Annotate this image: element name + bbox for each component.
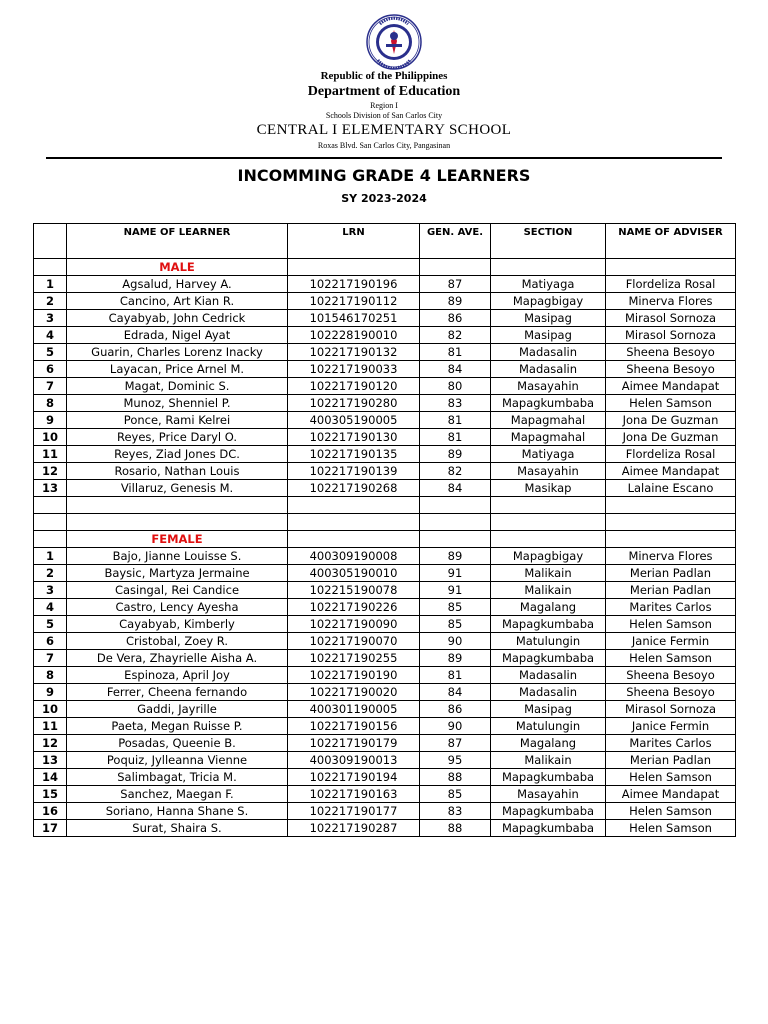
learner-row bbox=[34, 616, 736, 633]
section-name: Masayahin bbox=[491, 378, 606, 395]
learner-name: Ponce, Rami Kelrei bbox=[67, 412, 288, 429]
section-name: Madasalin bbox=[491, 361, 606, 378]
general-average: 88 bbox=[420, 820, 491, 837]
row-number: 15 bbox=[34, 786, 67, 803]
section-name: Magalang bbox=[491, 599, 606, 616]
adviser-name: Aimee Mandapat bbox=[606, 463, 736, 480]
empty-cell bbox=[606, 514, 736, 531]
learner-row bbox=[34, 718, 736, 735]
section-name: Masayahin bbox=[491, 463, 606, 480]
general-average: 91 bbox=[420, 565, 491, 582]
empty-cell bbox=[420, 259, 491, 276]
row-number: 6 bbox=[34, 361, 67, 378]
adviser-name: Minerva Flores bbox=[606, 548, 736, 565]
column-header-gen-ave: GEN. AVE. bbox=[420, 224, 491, 259]
section-name: Masipag bbox=[491, 327, 606, 344]
learner-lrn: 102217190226 bbox=[288, 599, 420, 616]
adviser-name: Marites Carlos bbox=[606, 599, 736, 616]
learner-name: Gaddi, Jayrille bbox=[67, 701, 288, 718]
learner-name: Paeta, Megan Ruisse P. bbox=[67, 718, 288, 735]
adviser-name: Mirasol Sornoza bbox=[606, 310, 736, 327]
learner-lrn: 102217190268 bbox=[288, 480, 420, 497]
learner-row bbox=[34, 327, 736, 344]
empty-cell bbox=[491, 497, 606, 514]
section-name: Masayahin bbox=[491, 786, 606, 803]
table-body bbox=[34, 259, 736, 837]
general-average: 85 bbox=[420, 616, 491, 633]
adviser-name: Merian Padlan bbox=[606, 565, 736, 582]
empty-cell bbox=[288, 531, 420, 548]
learner-lrn: 400309190008 bbox=[288, 548, 420, 565]
general-average: 81 bbox=[420, 667, 491, 684]
section-name: Mapagbigay bbox=[491, 548, 606, 565]
general-average: 81 bbox=[420, 344, 491, 361]
section-name: Matiyaga bbox=[491, 446, 606, 463]
row-number: 12 bbox=[34, 735, 67, 752]
region-line: Region I bbox=[370, 101, 398, 110]
document-title: INCOMMING GRADE 4 LEARNERS bbox=[237, 166, 531, 185]
section-name: Mapagmahal bbox=[491, 429, 606, 446]
section-name: Mapagbigay bbox=[491, 293, 606, 310]
learner-name: Agsalud, Harvey A. bbox=[67, 276, 288, 293]
learner-row bbox=[34, 293, 736, 310]
learner-name: De Vera, Zhayrielle Aisha A. bbox=[67, 650, 288, 667]
general-average: 89 bbox=[420, 293, 491, 310]
adviser-name: Helen Samson bbox=[606, 820, 736, 837]
female-group bbox=[34, 531, 736, 548]
adviser-name: Marites Carlos bbox=[606, 735, 736, 752]
adviser-name: Janice Fermin bbox=[606, 633, 736, 650]
learner-row bbox=[34, 803, 736, 820]
adviser-name: Helen Samson bbox=[606, 395, 736, 412]
learner-row bbox=[34, 786, 736, 803]
learner-name: Surat, Shaira S. bbox=[67, 820, 288, 837]
general-average: 84 bbox=[420, 361, 491, 378]
learner-row bbox=[34, 480, 736, 497]
row-number: 1 bbox=[34, 548, 67, 565]
learner-name: Cayabyab, Kimberly bbox=[67, 616, 288, 633]
section-name: Malikain bbox=[491, 582, 606, 599]
learner-row bbox=[34, 701, 736, 718]
adviser-name: Sheena Besoyo bbox=[606, 684, 736, 701]
learner-lrn: 102217190120 bbox=[288, 378, 420, 395]
empty-cell bbox=[34, 514, 67, 531]
learner-name: Edrada, Nigel Ayat bbox=[67, 327, 288, 344]
general-average: 86 bbox=[420, 701, 491, 718]
empty-cell bbox=[67, 497, 288, 514]
learner-name: Layacan, Price Arnel M. bbox=[67, 361, 288, 378]
adviser-name: Lalaine Escano bbox=[606, 480, 736, 497]
empty-cell bbox=[420, 514, 491, 531]
column-header-lrn: LRN bbox=[288, 224, 420, 259]
school-name: CENTRAL I ELEMENTARY SCHOOL bbox=[256, 122, 512, 138]
learner-lrn: 101546170251 bbox=[288, 310, 420, 327]
spacer-row bbox=[34, 514, 736, 531]
learner-row bbox=[34, 650, 736, 667]
learner-lrn: 102217190177 bbox=[288, 803, 420, 820]
general-average: 82 bbox=[420, 463, 491, 480]
spacer-row bbox=[34, 497, 736, 514]
section-name: Mapagkumbaba bbox=[491, 650, 606, 667]
adviser-name: Jona De Guzman bbox=[606, 429, 736, 446]
learner-name: Castro, Lency Ayesha bbox=[67, 599, 288, 616]
learner-name: Bajo, Jianne Louisse S. bbox=[67, 548, 288, 565]
adviser-name: Helen Samson bbox=[606, 769, 736, 786]
learner-row bbox=[34, 361, 736, 378]
general-average: 89 bbox=[420, 446, 491, 463]
empty-cell bbox=[606, 531, 736, 548]
learner-lrn: 102217190132 bbox=[288, 344, 420, 361]
learner-lrn: 102217190135 bbox=[288, 446, 420, 463]
learner-lrn: 102228190010 bbox=[288, 327, 420, 344]
row-number: 8 bbox=[34, 395, 67, 412]
row-number: 9 bbox=[34, 412, 67, 429]
empty-cell bbox=[491, 514, 606, 531]
deped-seal-logo bbox=[366, 14, 422, 70]
adviser-name: Jona De Guzman bbox=[606, 412, 736, 429]
empty-cell bbox=[606, 497, 736, 514]
learner-row bbox=[34, 310, 736, 327]
general-average: 85 bbox=[420, 786, 491, 803]
empty-cell bbox=[34, 497, 67, 514]
learner-lrn: 102217190112 bbox=[288, 293, 420, 310]
learner-name: Posadas, Queenie B. bbox=[67, 735, 288, 752]
male-group bbox=[34, 259, 736, 276]
column-header-section: SECTION bbox=[491, 224, 606, 259]
section-name: Masipag bbox=[491, 310, 606, 327]
learner-lrn: 102217190179 bbox=[288, 735, 420, 752]
adviser-name: Merian Padlan bbox=[606, 752, 736, 769]
section-name: Mapagkumbaba bbox=[491, 769, 606, 786]
department-line: Department of Education bbox=[307, 84, 461, 99]
row-number: 13 bbox=[34, 480, 67, 497]
row-number: 5 bbox=[34, 616, 67, 633]
learner-name: Poquiz, Jylleanna Vienne bbox=[67, 752, 288, 769]
section-name: Masikap bbox=[491, 480, 606, 497]
row-number: 7 bbox=[34, 650, 67, 667]
learner-name: Munoz, Shenniel P. bbox=[67, 395, 288, 412]
learner-lrn: 102215190078 bbox=[288, 582, 420, 599]
section-name: Mapagmahal bbox=[491, 412, 606, 429]
general-average: 91 bbox=[420, 582, 491, 599]
row-number: 4 bbox=[34, 327, 67, 344]
learner-name: Cancino, Art Kian R. bbox=[67, 293, 288, 310]
empty-cell bbox=[288, 497, 420, 514]
empty-cell bbox=[288, 514, 420, 531]
section-name: Mapagkumbaba bbox=[491, 820, 606, 837]
section-name: Madasalin bbox=[491, 667, 606, 684]
learner-row bbox=[34, 582, 736, 599]
adviser-name: Sheena Besoyo bbox=[606, 667, 736, 684]
learner-lrn: 102217190020 bbox=[288, 684, 420, 701]
learner-lrn: 102217190130 bbox=[288, 429, 420, 446]
section-name: Mapagkumbaba bbox=[491, 395, 606, 412]
female-group-label: FEMALE bbox=[67, 531, 288, 548]
column-header-number bbox=[34, 224, 67, 259]
learner-name: Soriano, Hanna Shane S. bbox=[67, 803, 288, 820]
adviser-name: Flordeliza Rosal bbox=[606, 276, 736, 293]
learner-row bbox=[34, 565, 736, 582]
adviser-name: Helen Samson bbox=[606, 650, 736, 667]
learner-name: Reyes, Ziad Jones DC. bbox=[67, 446, 288, 463]
general-average: 83 bbox=[420, 803, 491, 820]
learner-lrn: 102217190287 bbox=[288, 820, 420, 837]
empty-cell bbox=[606, 259, 736, 276]
learner-row bbox=[34, 429, 736, 446]
adviser-name: Mirasol Sornoza bbox=[606, 701, 736, 718]
table-header-row bbox=[34, 224, 736, 259]
learner-name: Cristobal, Zoey R. bbox=[67, 633, 288, 650]
learner-lrn: 102217190196 bbox=[288, 276, 420, 293]
republic-line: Republic of the Philippines bbox=[320, 70, 448, 82]
general-average: 86 bbox=[420, 310, 491, 327]
learner-row bbox=[34, 599, 736, 616]
learner-lrn: 102217190090 bbox=[288, 616, 420, 633]
section-name: Matulungin bbox=[491, 718, 606, 735]
adviser-name: Flordeliza Rosal bbox=[606, 446, 736, 463]
adviser-name: Aimee Mandapat bbox=[606, 786, 736, 803]
learner-lrn: 102217190194 bbox=[288, 769, 420, 786]
empty-cell bbox=[491, 259, 606, 276]
general-average: 88 bbox=[420, 769, 491, 786]
school-year: SY 2023-2024 bbox=[341, 192, 427, 205]
adviser-name: Helen Samson bbox=[606, 616, 736, 633]
row-number: 2 bbox=[34, 293, 67, 310]
learner-row bbox=[34, 769, 736, 786]
learner-row bbox=[34, 633, 736, 650]
learner-name: Magat, Dominic S. bbox=[67, 378, 288, 395]
general-average: 90 bbox=[420, 633, 491, 650]
learner-name: Guarin, Charles Lorenz Inacky bbox=[67, 344, 288, 361]
section-name: Matulungin bbox=[491, 633, 606, 650]
row-number: 14 bbox=[34, 769, 67, 786]
learner-row bbox=[34, 276, 736, 293]
learner-row bbox=[34, 667, 736, 684]
row-number: 8 bbox=[34, 667, 67, 684]
general-average: 87 bbox=[420, 276, 491, 293]
learner-name: Ferrer, Cheena fernando bbox=[67, 684, 288, 701]
row-number: 16 bbox=[34, 803, 67, 820]
general-average: 84 bbox=[420, 684, 491, 701]
section-name: Mapagkumbaba bbox=[491, 616, 606, 633]
row-number: 3 bbox=[34, 582, 67, 599]
column-header-adviser: NAME OF ADVISER bbox=[606, 224, 736, 259]
learner-lrn: 400305190010 bbox=[288, 565, 420, 582]
learner-name: Espinoza, April Joy bbox=[67, 667, 288, 684]
row-number: 6 bbox=[34, 633, 67, 650]
section-name: Malikain bbox=[491, 565, 606, 582]
empty-cell bbox=[491, 531, 606, 548]
section-name: Madasalin bbox=[491, 344, 606, 361]
adviser-name: Merian Padlan bbox=[606, 582, 736, 599]
row-number: 9 bbox=[34, 684, 67, 701]
learner-lrn: 102217190280 bbox=[288, 395, 420, 412]
division-line: Schools Division of San Carlos City bbox=[325, 111, 443, 120]
general-average: 89 bbox=[420, 548, 491, 565]
row-number: 2 bbox=[34, 565, 67, 582]
row-number: 4 bbox=[34, 599, 67, 616]
learner-lrn: 102217190156 bbox=[288, 718, 420, 735]
row-number: 17 bbox=[34, 820, 67, 837]
learner-name: Reyes, Price Daryl O. bbox=[67, 429, 288, 446]
learner-name: Sanchez, Maegan F. bbox=[67, 786, 288, 803]
empty-cell bbox=[34, 531, 67, 548]
section-name: Matiyaga bbox=[491, 276, 606, 293]
learner-row bbox=[34, 820, 736, 837]
general-average: 81 bbox=[420, 429, 491, 446]
learner-lrn: 400309190013 bbox=[288, 752, 420, 769]
section-name: Magalang bbox=[491, 735, 606, 752]
learner-lrn: 102217190190 bbox=[288, 667, 420, 684]
school-address: Roxas Blvd. San Carlos City, Pangasinan bbox=[317, 141, 451, 150]
row-number: 12 bbox=[34, 463, 67, 480]
male-group-label: MALE bbox=[67, 259, 288, 276]
row-number: 10 bbox=[34, 429, 67, 446]
learner-name: Cayabyab, John Cedrick bbox=[67, 310, 288, 327]
general-average: 89 bbox=[420, 650, 491, 667]
learner-row bbox=[34, 378, 736, 395]
learner-row bbox=[34, 684, 736, 701]
learner-row bbox=[34, 735, 736, 752]
column-header-name: NAME OF LEARNER bbox=[67, 224, 288, 259]
row-number: 3 bbox=[34, 310, 67, 327]
row-number: 13 bbox=[34, 752, 67, 769]
empty-cell bbox=[67, 514, 288, 531]
general-average: 87 bbox=[420, 735, 491, 752]
section-name: Mapagkumbaba bbox=[491, 803, 606, 820]
learner-name: Baysic, Martyza Jermaine bbox=[67, 565, 288, 582]
row-number: 1 bbox=[34, 276, 67, 293]
general-average: 80 bbox=[420, 378, 491, 395]
learner-row bbox=[34, 548, 736, 565]
adviser-name: Helen Samson bbox=[606, 803, 736, 820]
learner-row bbox=[34, 412, 736, 429]
learner-lrn: 102217190070 bbox=[288, 633, 420, 650]
row-number: 11 bbox=[34, 718, 67, 735]
general-average: 90 bbox=[420, 718, 491, 735]
learner-row bbox=[34, 463, 736, 480]
general-average: 85 bbox=[420, 599, 491, 616]
adviser-name: Aimee Mandapat bbox=[606, 378, 736, 395]
learner-row bbox=[34, 344, 736, 361]
general-average: 82 bbox=[420, 327, 491, 344]
adviser-name: Janice Fermin bbox=[606, 718, 736, 735]
learner-name: Salimbagat, Tricia M. bbox=[67, 769, 288, 786]
learner-lrn: 102217190163 bbox=[288, 786, 420, 803]
section-name: Malikain bbox=[491, 752, 606, 769]
row-number: 5 bbox=[34, 344, 67, 361]
learner-lrn: 102217190033 bbox=[288, 361, 420, 378]
empty-cell bbox=[288, 259, 420, 276]
learner-lrn: 400305190005 bbox=[288, 412, 420, 429]
learner-lrn: 102217190139 bbox=[288, 463, 420, 480]
learner-name: Villaruz, Genesis M. bbox=[67, 480, 288, 497]
general-average: 83 bbox=[420, 395, 491, 412]
row-number: 7 bbox=[34, 378, 67, 395]
learner-name: Casingal, Rei Candice bbox=[67, 582, 288, 599]
general-average: 84 bbox=[420, 480, 491, 497]
section-name: Masipag bbox=[491, 701, 606, 718]
adviser-name: Sheena Besoyo bbox=[606, 344, 736, 361]
general-average: 95 bbox=[420, 752, 491, 769]
empty-cell bbox=[420, 531, 491, 548]
section-name: Madasalin bbox=[491, 684, 606, 701]
adviser-name: Sheena Besoyo bbox=[606, 361, 736, 378]
empty-cell bbox=[420, 497, 491, 514]
adviser-name: Minerva Flores bbox=[606, 293, 736, 310]
learner-row bbox=[34, 395, 736, 412]
learner-lrn: 102217190255 bbox=[288, 650, 420, 667]
row-number: 11 bbox=[34, 446, 67, 463]
learner-name: Rosario, Nathan Louis bbox=[67, 463, 288, 480]
learner-row bbox=[34, 752, 736, 769]
learner-row bbox=[34, 446, 736, 463]
row-number: 10 bbox=[34, 701, 67, 718]
empty-cell bbox=[34, 259, 67, 276]
adviser-name: Mirasol Sornoza bbox=[606, 327, 736, 344]
learner-lrn: 400301190005 bbox=[288, 701, 420, 718]
learners-table bbox=[33, 223, 736, 837]
header-divider bbox=[46, 157, 722, 159]
general-average: 81 bbox=[420, 412, 491, 429]
